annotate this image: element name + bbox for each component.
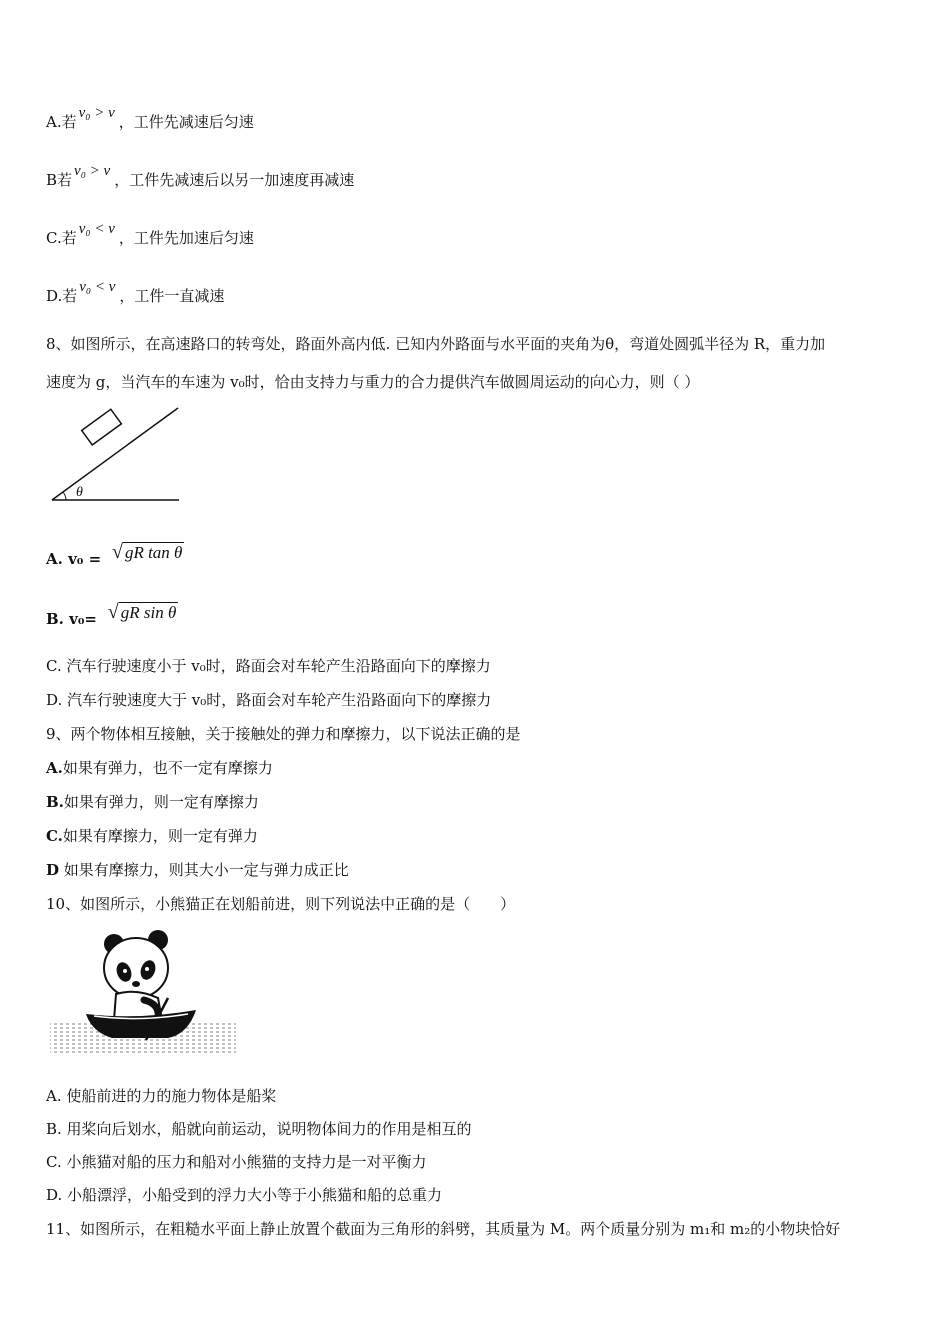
q10-option-b: B. 用桨向后划水，船就向前运动，说明物体间力的作用是相互的 (46, 1120, 472, 1138)
q7-option-c: C.若 v₀ < v ，工件先加速后匀速 (46, 221, 254, 247)
q8-option-d: D. 汽车行驶速度大于 v₀时，路面会对车轮产生沿路面向下的摩擦力 (46, 691, 492, 709)
q8-option-b: B. v₀= √ gR sin θ (46, 601, 177, 628)
q9-option-a: A.如果有弹力，也不一定有摩擦力 (46, 759, 273, 777)
q7-option-c-condition: v₀ < v (78, 221, 115, 237)
q9-option-c: C.如果有摩擦力，则一定有弹力 (46, 827, 258, 845)
q7-option-a: A.若 v₀ > v ，工件先减速后匀速 (46, 105, 254, 131)
q10-panda-boat-figure (48, 926, 238, 1058)
q10-option-a: A. 使船前进的力的施力物体是船桨 (46, 1087, 277, 1105)
q8-incline-figure (46, 404, 186, 506)
panda-head (104, 938, 168, 998)
q9-option-d: D 如果有摩擦力，则其大小一定与弹力成正比 (46, 861, 349, 879)
q9-option-b: B.如果有弹力，则一定有摩擦力 (46, 793, 259, 811)
q9-stem: 9、两个物体相互接触，关于接触处的弹力和摩擦力，以下说法正确的是 (46, 725, 521, 743)
q7-option-a-condition: v₀ > v (78, 105, 115, 121)
q8-stem-line2: 速度为 g，当汽车的车速为 v₀时，恰由支持力与重力的合力提供汽车做圆周运动的向心力，则（ ） (46, 373, 700, 391)
q8-stem-line1: 8、如图所示，在高速路口的转弯处，路面外高内低. 已知内外路面与水平面的夹角为θ，弯道处圆弧半径为 R，重力加 (46, 335, 826, 353)
q7-option-d: D.若 v₀ < v ，工件一直减速 (46, 279, 225, 305)
q11-stem: 11、如图所示，在粗糙水平面上静止放置个截面为三角形的斜劈，其质量为 M。两个质量分别为 m₁和 m₂的小物块恰好 (46, 1220, 841, 1238)
q10-option-d: D. 小船漂浮，小船受到的浮力大小等于小熊猫和船的总重力 (46, 1186, 443, 1204)
q8-option-a: A. v₀ = √ gR tan θ (46, 541, 183, 568)
q10-stem: 10、如图所示，小熊猫正在划船前进，则下列说法中正确的是（ ） (46, 895, 516, 913)
q7-option-d-condition: v₀ < v (79, 279, 116, 295)
q7-option-b: B若 v₀ > v ，工件先减速后以另一加速度再减速 (46, 163, 355, 189)
q8-option-b-sqrt: √ gR sin θ (107, 601, 177, 623)
q8-option-a-sqrt: √ gR tan θ (111, 541, 183, 563)
q8-option-c: C. 汽车行驶速度小于 v₀时，路面会对车轮产生沿路面向下的摩擦力 (46, 657, 491, 675)
q10-option-c: C. 小熊猫对船的压力和船对小熊猫的支持力是一对平衡力 (46, 1153, 427, 1171)
q7-option-b-condition: v₀ > v (74, 163, 111, 179)
q8-angle-label: θ (76, 485, 83, 500)
